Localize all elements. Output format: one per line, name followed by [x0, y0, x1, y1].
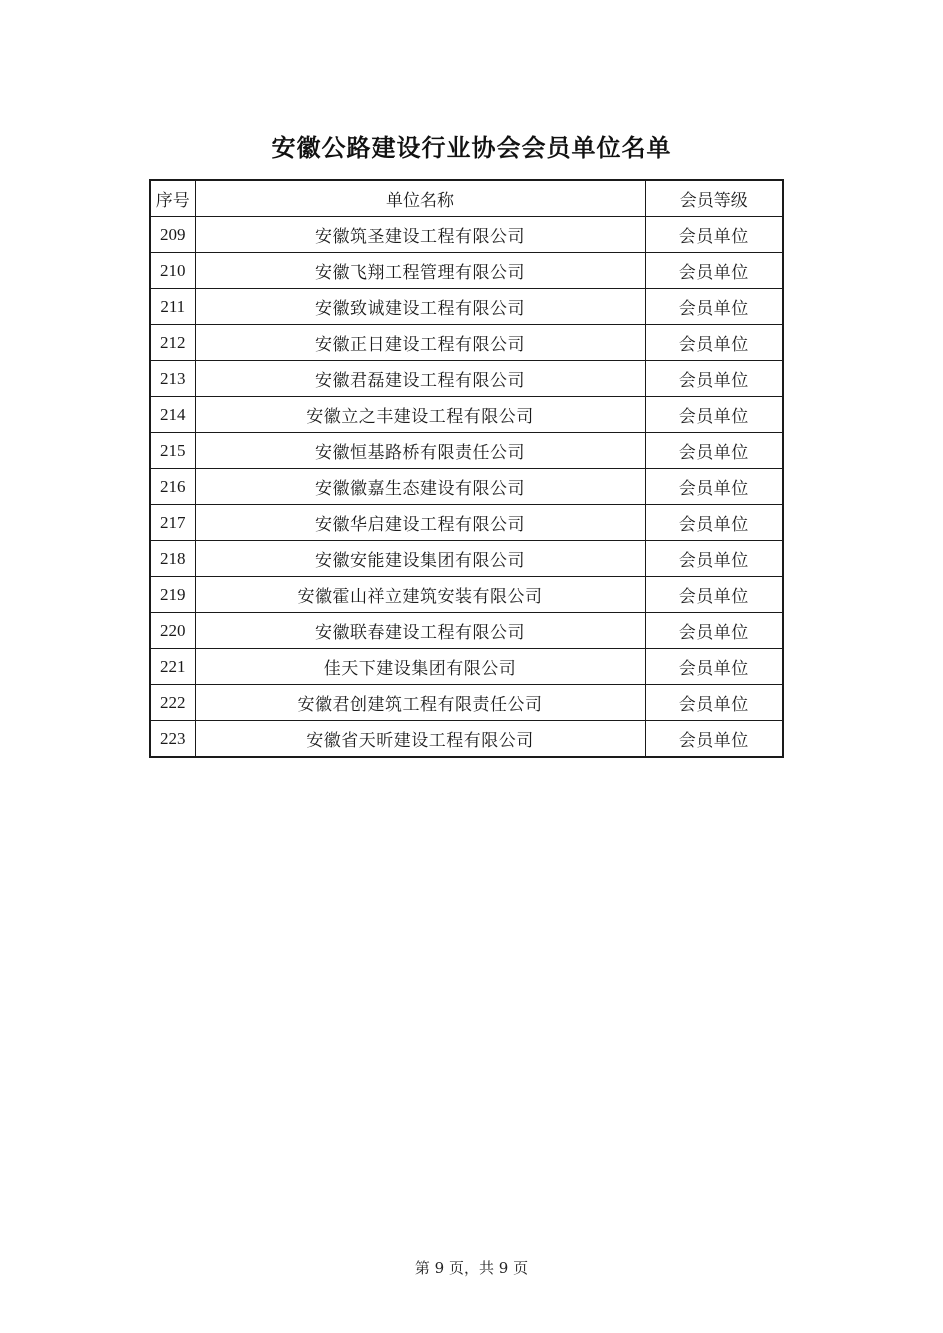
- table-row: [150, 721, 783, 758]
- member-table: [149, 179, 784, 758]
- member-level: 会员单位: [645, 217, 783, 253]
- row-number: 222: [150, 685, 195, 721]
- table-row: [150, 505, 783, 541]
- row-number: 221: [150, 649, 195, 685]
- table-row: [150, 253, 783, 289]
- unit-name: 安徽飞翔工程管理有限公司: [195, 253, 645, 289]
- row-number: 215: [150, 433, 195, 469]
- member-level: 会员单位: [645, 433, 783, 469]
- table-row: [150, 469, 783, 505]
- unit-name: 安徽安能建设集团有限公司: [195, 541, 645, 577]
- column-header-name: 单位名称: [195, 180, 645, 217]
- unit-name: 安徽联春建设工程有限公司: [195, 613, 645, 649]
- table-header-row: [150, 180, 783, 217]
- unit-name: 安徽华启建设工程有限公司: [195, 505, 645, 541]
- member-level: 会员单位: [645, 397, 783, 433]
- row-number: 211: [150, 289, 195, 325]
- table-row: [150, 325, 783, 361]
- member-level: 会员单位: [645, 289, 783, 325]
- unit-name: 安徽立之丰建设工程有限公司: [195, 397, 645, 433]
- row-number: 210: [150, 253, 195, 289]
- row-number: 217: [150, 505, 195, 541]
- row-number: 218: [150, 541, 195, 577]
- unit-name: 安徽致诚建设工程有限公司: [195, 289, 645, 325]
- member-level: 会员单位: [645, 721, 783, 758]
- unit-name: 安徽徽嘉生态建设有限公司: [195, 469, 645, 505]
- member-level: 会员单位: [645, 253, 783, 289]
- member-level: 会员单位: [645, 541, 783, 577]
- row-number: 223: [150, 721, 195, 758]
- column-header-no: 序号: [150, 180, 195, 217]
- member-level: 会员单位: [645, 469, 783, 505]
- row-number: 209: [150, 217, 195, 253]
- unit-name: 佳天下建设集团有限公司: [195, 649, 645, 685]
- member-level: 会员单位: [645, 361, 783, 397]
- table-row: [150, 577, 783, 613]
- unit-name: 安徽正日建设工程有限公司: [195, 325, 645, 361]
- row-number: 220: [150, 613, 195, 649]
- table-row: [150, 217, 783, 253]
- row-number: 212: [150, 325, 195, 361]
- table-row: [150, 685, 783, 721]
- unit-name: 安徽霍山祥立建筑安装有限公司: [195, 577, 645, 613]
- page-footer: 第 9 页，共 9 页: [414, 1259, 529, 1277]
- member-level: 会员单位: [645, 577, 783, 613]
- table-row: [150, 613, 783, 649]
- unit-name: 安徽君创建筑工程有限责任公司: [195, 685, 645, 721]
- row-number: 213: [150, 361, 195, 397]
- member-level: 会员单位: [645, 685, 783, 721]
- table-row: [150, 289, 783, 325]
- row-number: 219: [150, 577, 195, 613]
- member-level: 会员单位: [645, 505, 783, 541]
- member-level: 会员单位: [645, 613, 783, 649]
- member-level: 会员单位: [645, 325, 783, 361]
- table-row: [150, 361, 783, 397]
- column-header-level: 会员等级: [645, 180, 783, 217]
- unit-name: 安徽君磊建设工程有限公司: [195, 361, 645, 397]
- table-body: [150, 217, 783, 758]
- table-row: [150, 649, 783, 685]
- member-level: 会员单位: [645, 649, 783, 685]
- table-row: [150, 433, 783, 469]
- row-number: 214: [150, 397, 195, 433]
- unit-name: 安徽恒基路桥有限责任公司: [195, 433, 645, 469]
- row-number: 216: [150, 469, 195, 505]
- unit-name: 安徽省天昕建设工程有限公司: [195, 721, 645, 758]
- table-row: [150, 541, 783, 577]
- table-row: [150, 397, 783, 433]
- page-title: 安徽公路建设行业协会会员单位名单: [271, 134, 672, 162]
- unit-name: 安徽筑圣建设工程有限公司: [195, 217, 645, 253]
